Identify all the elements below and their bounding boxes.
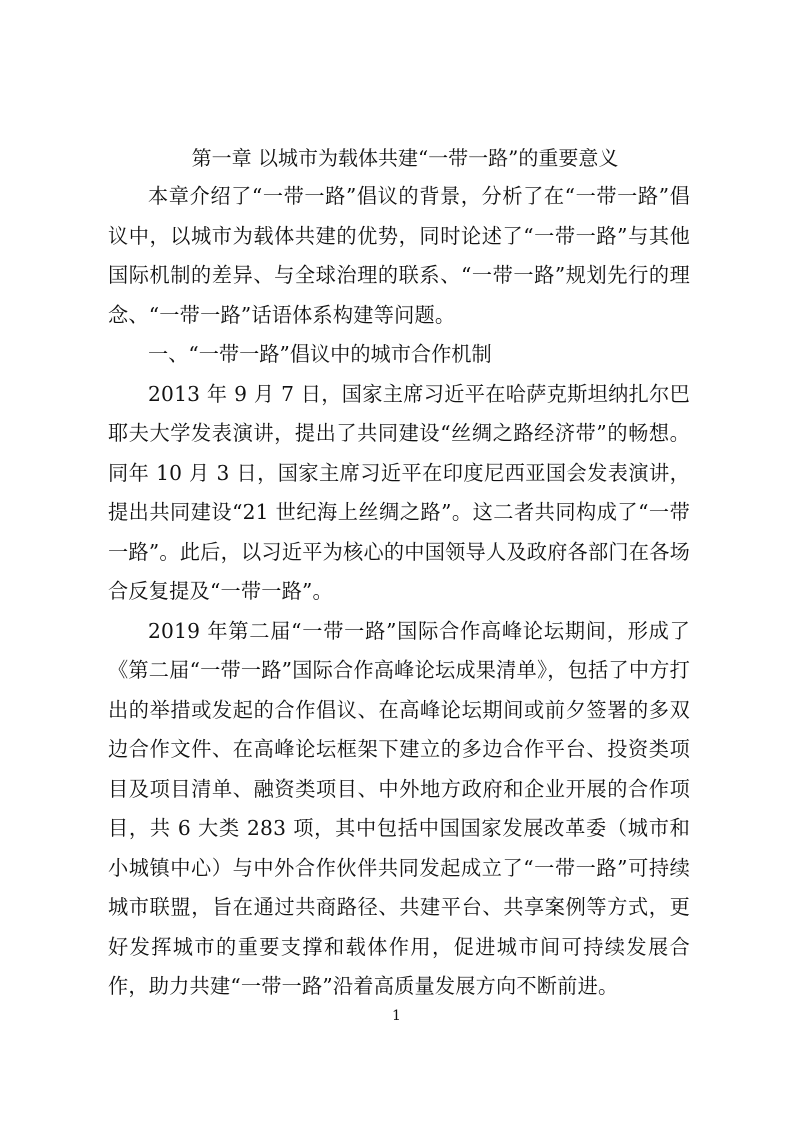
chapter-title: 第一章 以城市为载体共建“一带一路”的重要意义 xyxy=(191,146,619,170)
page-number: 1 xyxy=(392,1008,401,1024)
body-paragraph: 2013 年 9 月 7 日，国家主席习近平在哈萨克斯坦纳扎尔巴耶夫大学发表演讲，提出了共同建设“丝绸之路经济带”的畅想。同年 10 月 3 日，国家主席习近平在印度尼西亚国会发表演讲，提出共同建设“21 世纪海上丝绸之路”。这二者共同构成了“一带一路”。此后，以习近平为核心的中国领导人及政府各部门在各场合反复提及“一带一路”。 xyxy=(108,381,690,603)
chapter-intro-paragraph: 本章介绍了“一带一路”倡议的背景，分析了在“一带一路”倡议中，以城市为载体共建的优势，同时论述了“一带一路”与其他国际机制的差异、与全球治理的联系、“一带一路”规划先行的理念、“一带一路”话语体系构建等问题。 xyxy=(108,184,690,327)
body-paragraph: 2019 年第二届“一带一路”国际合作高峰论坛期间，形成了《第二届“一带一路”国际合作高峰论坛成果清单》，包括了中方打出的举措或发起的合作倡议、在高峰论坛期间或前夕签署的多双边合作文件、在高峰论坛框架下建立的多边合作平台、投资类项目及项目清单、融资类项目、中外地方政府和企业开展的合作项目，共 6 大类 283 项，其中包括中国国家发展改革委（城市和小城镇中心）与中外合作伙伴共同发起成立了“一带一路”可持续城市联盟，旨在通过共商路径、共建平台、共享案例等方式，更好发挥城市的重要支撑和载体作用，促进城市间可持续发展合作，助力共建“一带一路”沿着高质量发展方向不断前进。 xyxy=(108,618,690,998)
page-content xyxy=(108,139,690,1007)
section-heading: 一、“一带一路”倡议中的城市合作机制 xyxy=(148,342,492,366)
